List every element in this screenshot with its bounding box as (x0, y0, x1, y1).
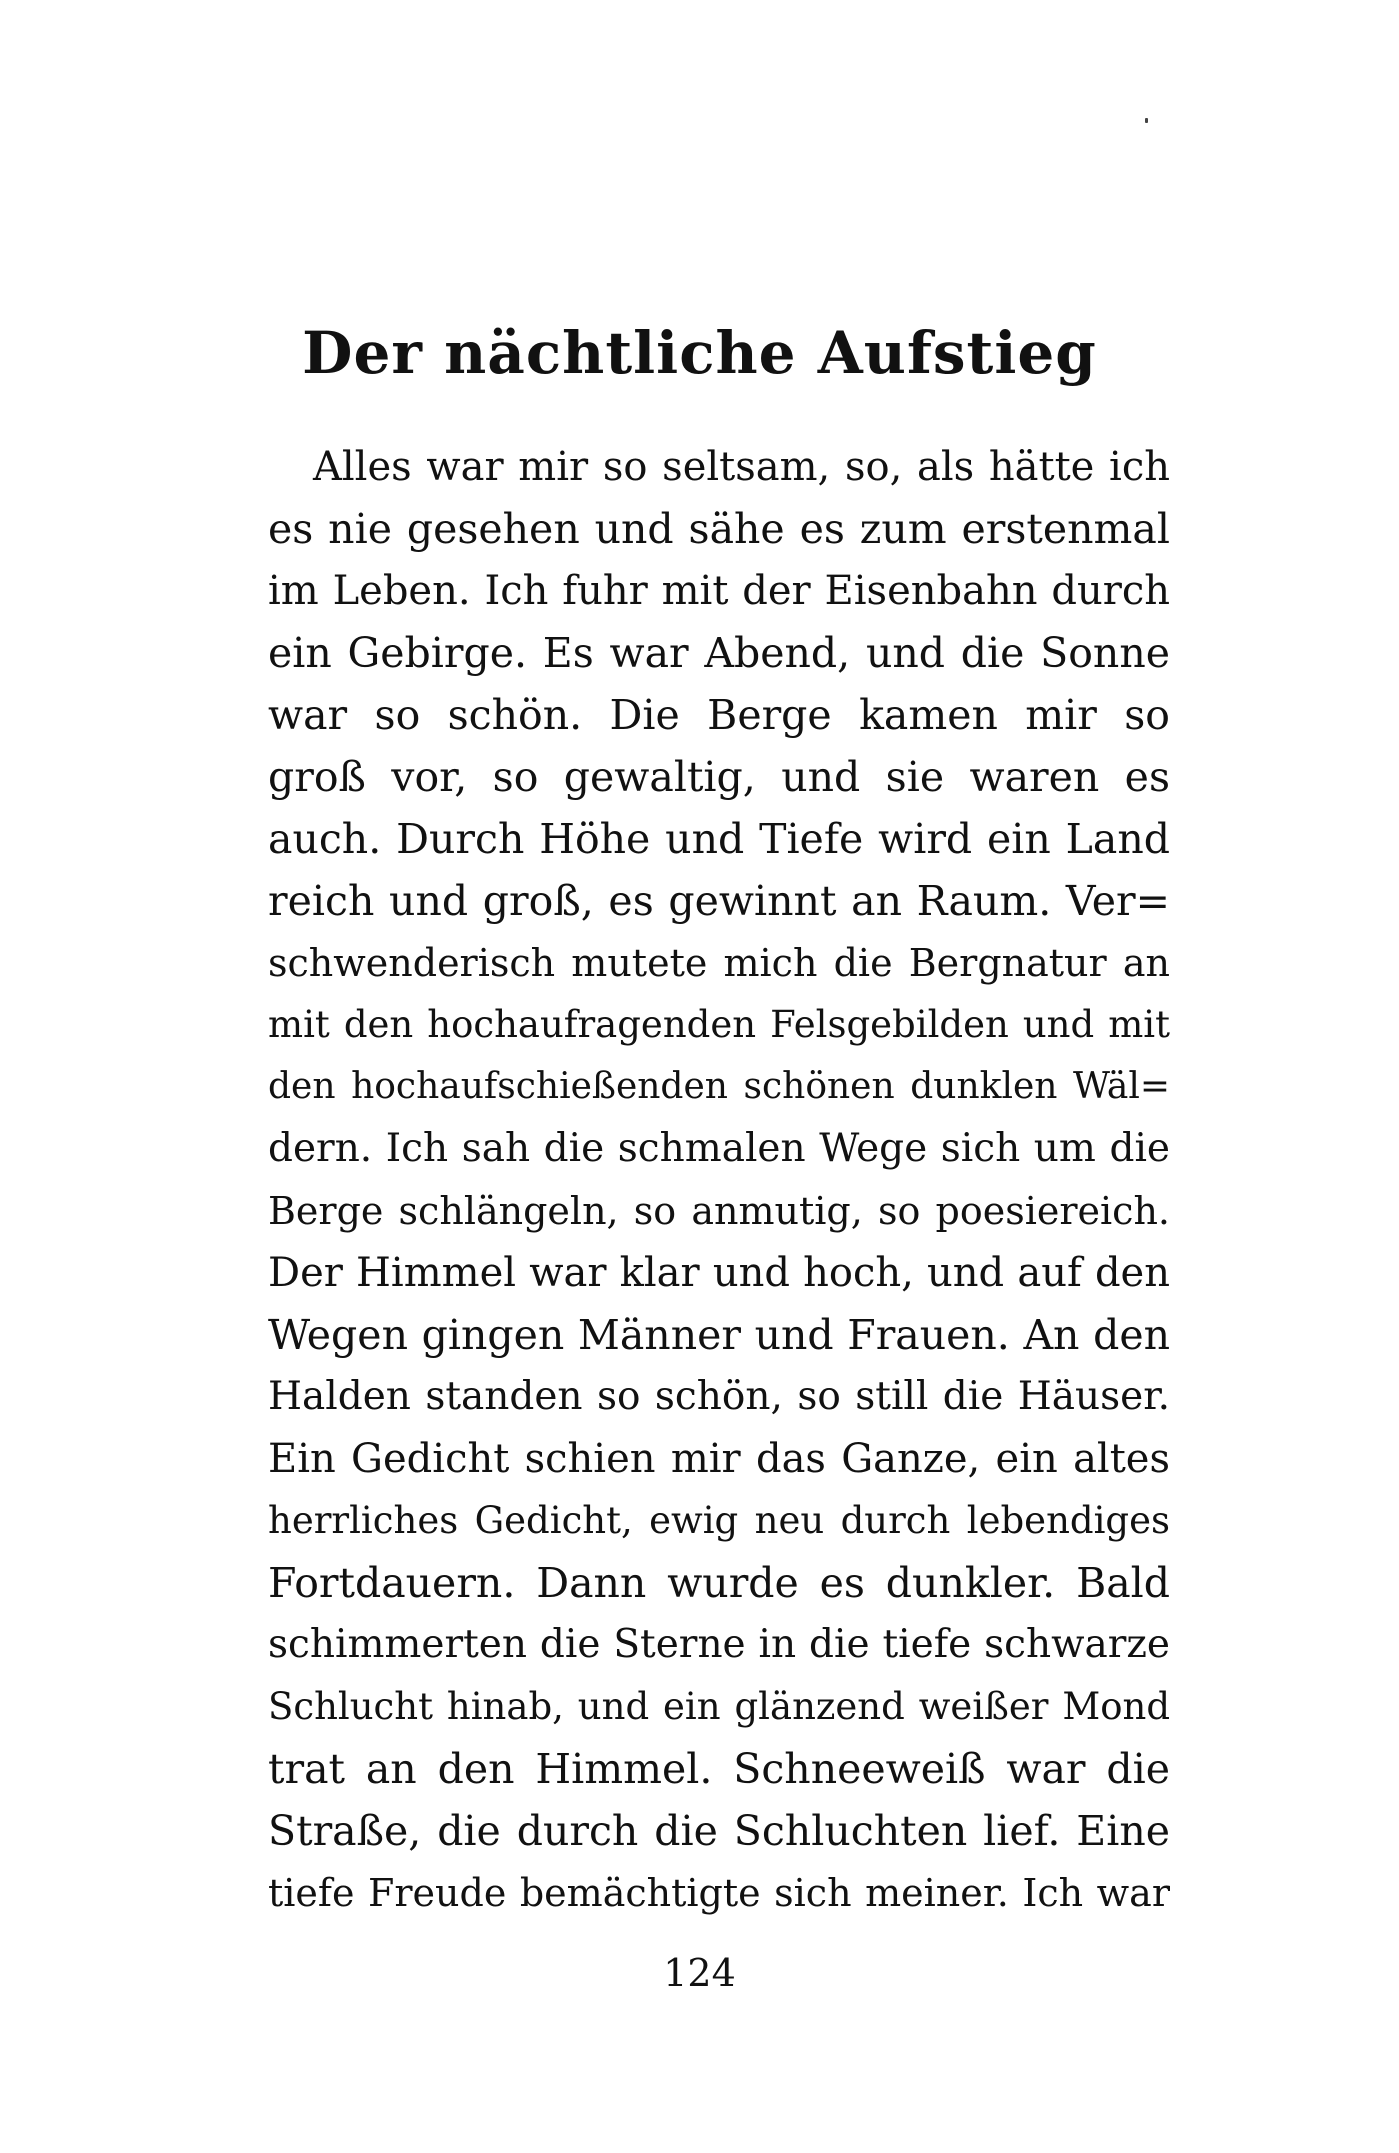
text-line: schimmerten die Sterne in die tiefe schwarze (268, 1622, 1170, 1667)
text-line: auch. Durch Höhe und Tiefe wird ein Land (268, 815, 1170, 863)
text-line: ein Gebirge. Es war Abend, und die Sonne (268, 629, 1170, 677)
text-line: herrliches Gedicht, ewig neu durch lebendiges (268, 1499, 1170, 1542)
text-line: tiefe Freude bemächtigte sich meiner. Ich war (268, 1871, 1170, 1915)
chapter-title: Der nächtliche Aufstieg (302, 319, 1097, 387)
text-line: im Leben. Ich fuhr mit der Eisenbahn durch (268, 568, 1170, 614)
text-line: es nie gesehen und sähe es zum erstenmal (268, 505, 1170, 553)
paper-speck (1145, 118, 1148, 123)
text-line: schwenderisch mutete mich die Bergnatur an (268, 941, 1170, 985)
text-line: dern. Ich sah die schmalen Wege sich um die (268, 1126, 1170, 1171)
text-line: Straße, die durch die Schluchten lief. Eine (268, 1807, 1170, 1855)
text-line: reich und groß, es gewinnt an Raum. Ver= (268, 877, 1170, 925)
text-line: war so schön. Die Berge kamen mir so (268, 691, 1170, 739)
text-line: Fortdauern. Dann wurde es dunkler. Bald (268, 1559, 1170, 1607)
text-line: mit den hochaufragenden Felsgebilden und mit (268, 1003, 1170, 1046)
text-line: trat an den Himmel. Schneeweiß war die (268, 1745, 1170, 1793)
body-text (268, 436, 1170, 1924)
text-line: Ein Gedicht schien mir das Ganze, ein altes (268, 1436, 1170, 1482)
text-line: Halden standen so schön, so still die Häuser. (268, 1374, 1170, 1419)
text-line: den hochaufschießenden schönen dunklen Wäl= (268, 1066, 1170, 1107)
text-line: Berge schlängeln, so anmutig, so poesiereich. (268, 1189, 1170, 1233)
text-line: Wegen gingen Männer und Frauen. An den (268, 1311, 1170, 1359)
text-line: Der Himmel war klar und hoch, und auf den (268, 1250, 1170, 1296)
text-line: Alles war mir so seltsam, so, als hätte ich (313, 444, 1170, 490)
text-line: Schlucht hinab, und ein glänzend weißer Mond (268, 1685, 1170, 1728)
text-line: groß vor, so gewaltig, und sie waren es (268, 753, 1170, 801)
page-number: 124 (663, 1951, 736, 1995)
